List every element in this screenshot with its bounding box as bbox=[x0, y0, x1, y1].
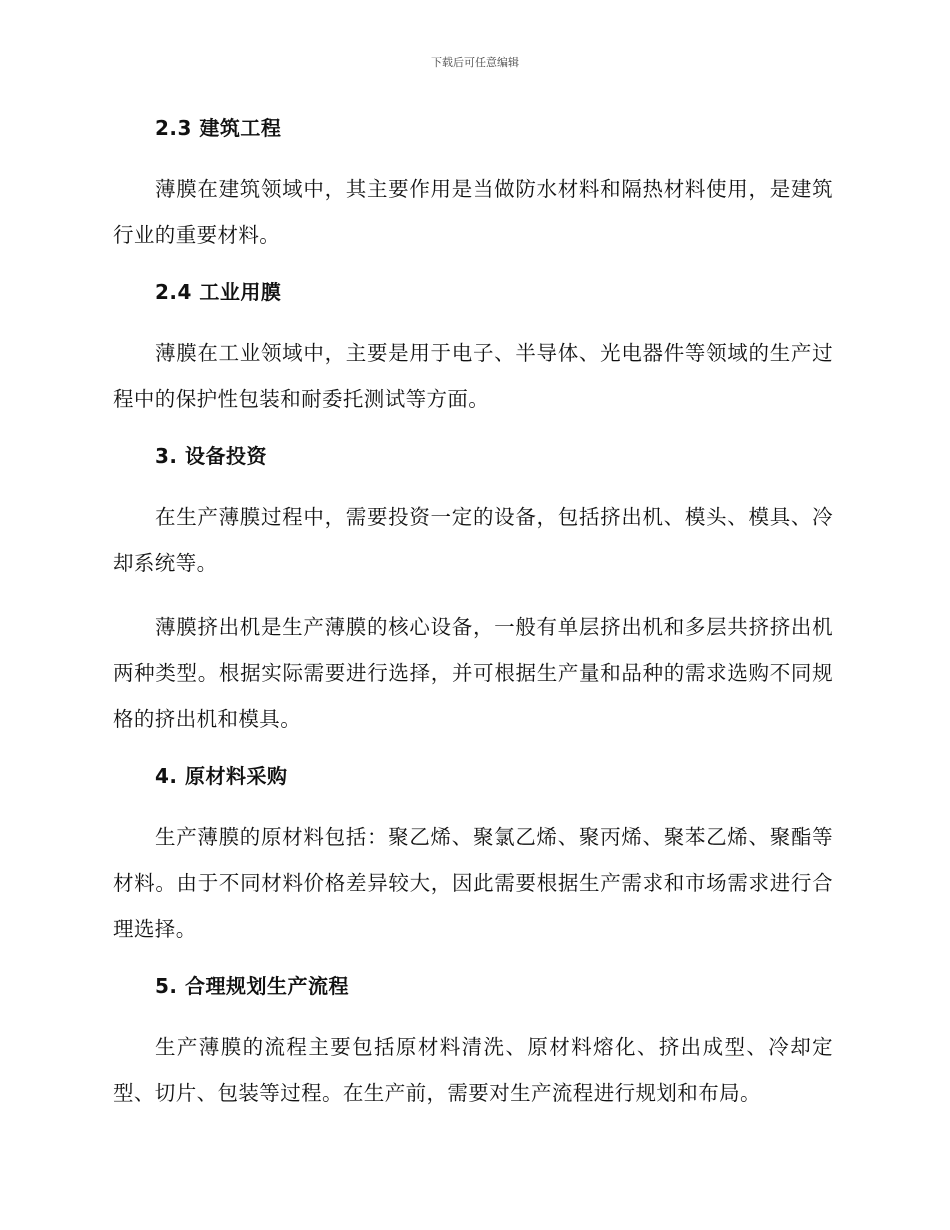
section-heading: 2.3 建筑工程 bbox=[155, 116, 282, 140]
section-2-3 bbox=[113, 112, 833, 258]
section-2-4 bbox=[113, 276, 833, 422]
section-paragraph: 生产薄膜的原材料包括：聚乙烯、聚氯乙烯、聚丙烯、聚苯乙烯、聚酯等材料。由于不同材料价格差异较大，因此需要根据生产需求和市场需求进行合理选择。 bbox=[113, 825, 833, 941]
section-paragraph: 生产薄膜的流程主要包括原材料清洗、原材料熔化、挤出成型、冷却定型、切片、包装等过程。在生产前，需要对生产流程进行规划和布局。 bbox=[113, 1035, 833, 1105]
section-4 bbox=[113, 760, 833, 952]
section-heading: 4. 原材料采购 bbox=[155, 764, 288, 788]
section-3 bbox=[113, 440, 833, 742]
section-paragraph: 在生产薄膜过程中，需要投资一定的设备，包括挤出机、模头、模具、冷却系统等。 bbox=[113, 505, 833, 575]
section-heading: 3. 设备投资 bbox=[155, 444, 267, 468]
page-header-note: 下载后可任意编辑 bbox=[431, 56, 519, 69]
document-body bbox=[113, 112, 833, 1134]
section-paragraph: 薄膜在建筑领域中，其主要作用是当做防水材料和隔热材料使用，是建筑行业的重要材料。 bbox=[113, 177, 833, 247]
section-paragraph: 薄膜在工业领域中，主要是用于电子、半导体、光电器件等领域的生产过程中的保护性包装和耐委托测试等方面。 bbox=[113, 341, 833, 411]
section-heading: 2.4 工业用膜 bbox=[155, 280, 282, 304]
section-5 bbox=[113, 970, 833, 1116]
section-heading: 5. 合理规划生产流程 bbox=[155, 974, 349, 998]
section-paragraph: 薄膜挤出机是生产薄膜的核心设备，一般有单层挤出机和多层共挤挤出机两种类型。根据实际需要进行选择，并可根据生产量和品种的需求选购不同规格的挤出机和模具。 bbox=[113, 615, 833, 731]
